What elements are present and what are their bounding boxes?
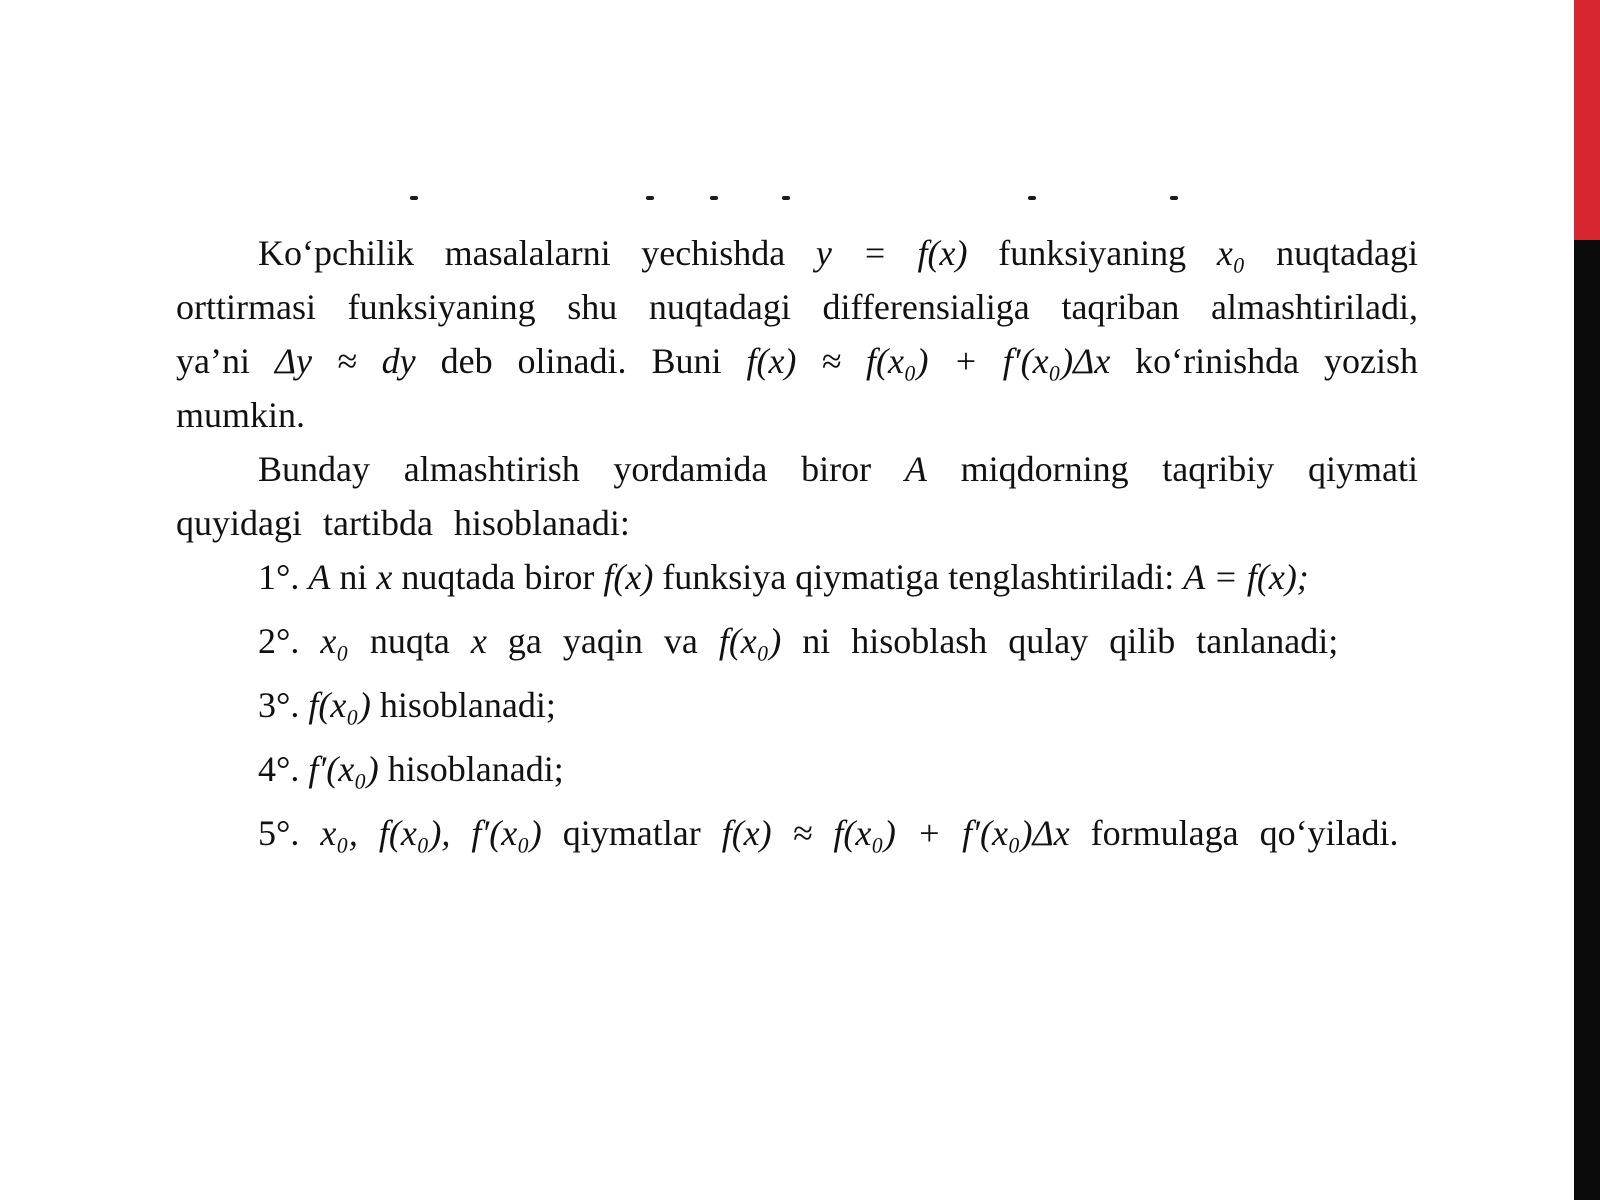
step-3-formula: f(x₀) [308, 685, 371, 725]
right-edge-accent [1574, 0, 1600, 240]
slide-text [176, 226, 1418, 860]
p1-text-4: deb olinadi. Buni [440, 341, 722, 381]
p1-formula-dy: Δy ≈ dy [274, 341, 416, 381]
step-1-text-2: nuqtada biror [401, 557, 595, 597]
step-3-number: 3°. [258, 685, 300, 725]
step-4-formula: f′(x₀) [308, 749, 379, 789]
step-2-var-x0: x₀ [320, 621, 349, 661]
step-1-text-3: funksiya qiymatiga tenglashtiriladi: [662, 557, 1175, 597]
step-1-formula-A: A = f(x); [1183, 557, 1309, 597]
p1-formula-approx: f(x) ≈ f(x₀) + f′(x₀)Δx [746, 341, 1111, 381]
step-1-number: 1°. [258, 557, 300, 597]
step-3 [176, 678, 1418, 732]
step-5-formula: f(x) ≈ f(x₀) + f′(x₀)Δx [721, 813, 1070, 853]
p1-text-5: ko‘rinishda yozish mumkin. [176, 341, 1419, 435]
paragraph-2 [176, 442, 1418, 550]
step-5 [176, 806, 1418, 860]
p1-text-1: Ko‘pchilik masalalarni yechishda [258, 233, 786, 273]
step-4-text: hisoblanadi; [387, 749, 564, 789]
p2-text-2: miqdorning taqribiy qiymati quyidagi tartibda hisoblanadi: [176, 449, 1418, 543]
step-5-number: 5°. [258, 813, 300, 853]
p2-text-1: Bunday almashtirish yordamida biror [258, 449, 872, 489]
step-3-text: hisoblanadi; [379, 685, 556, 725]
step-2-text-2: ga yaqin va [507, 621, 698, 661]
step-2-text-3: ni hisoblash qulay qilib tanlanadi; [802, 621, 1339, 661]
step-5-values: x₀, f(x₀), f′(x₀) [320, 813, 542, 853]
step-2-text-1: nuqta [369, 621, 450, 661]
p1-text-3: nuqtadagi orttirmasi funksiyaning shu nuqtadagi differensialiga taqriban almashtiriladi, ya’ni [176, 233, 1419, 381]
p2-var-A: A [904, 449, 927, 489]
step-4 [176, 742, 1418, 796]
step-1-var-x: x [376, 557, 393, 597]
p1-var-x0: x₀ [1216, 233, 1246, 273]
step-1-var-A: A [308, 557, 331, 597]
paragraph-1 [176, 226, 1418, 442]
step-2-number: 2°. [258, 621, 300, 661]
step-2 [176, 614, 1418, 668]
cropped-previous-line [170, 186, 1420, 206]
p1-text-2: funksiyaning [998, 233, 1187, 273]
step-1-text-1: ni [339, 557, 368, 597]
p1-formula-y: y = f(x) [815, 233, 968, 273]
step-5-text-1: qiymatlar [562, 813, 701, 853]
step-5-text-2: formulaga qo‘yiladi. [1090, 813, 1399, 853]
step-2-var-x: x [470, 621, 487, 661]
step-4-number: 4°. [258, 749, 300, 789]
step-1-formula-fx: f(x) [603, 557, 654, 597]
step-2-formula-fx0: f(x₀) [718, 621, 782, 661]
step-1 [176, 550, 1418, 604]
